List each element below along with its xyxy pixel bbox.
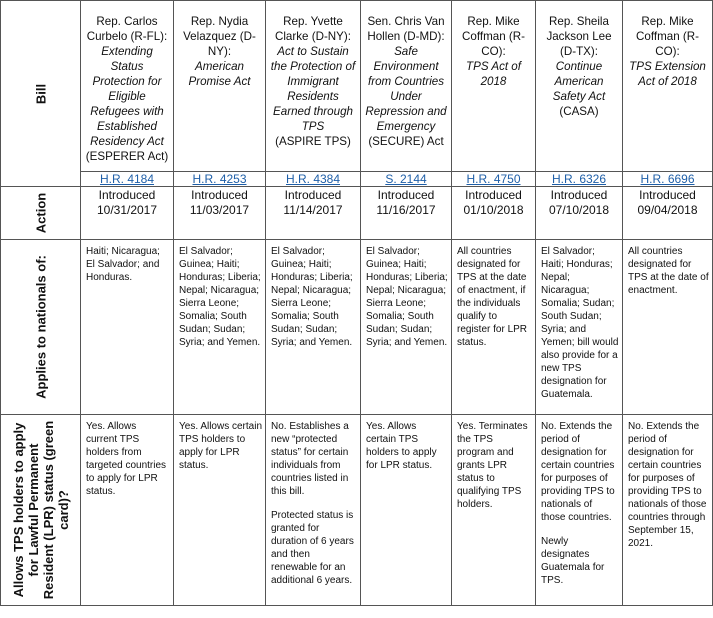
bill-cell-6	[536, 1, 623, 172]
allows-row-header	[1, 415, 81, 606]
action-row	[1, 187, 713, 240]
bill-acronym: (CASA)	[559, 105, 599, 118]
bill-title: TPS Extension Act of 2018	[629, 60, 706, 88]
allows-cell	[623, 415, 713, 606]
action-cell: Introduced 07/10/2018	[536, 187, 623, 240]
action-row-header	[1, 187, 81, 240]
applies-cell: El Salvador; Guinea; Haiti; Honduras; Liberia; Nepal; Nicaragua; Sierra Leone; Somalia; South Sudan; Sudan; Syria; and Yemen.	[266, 240, 361, 415]
allows-cell	[81, 415, 174, 606]
allows-cell	[452, 415, 536, 606]
allows-text: No. Extends the period of designation for certain countries for purposes of providing TPS to nationals of those countries.	[541, 421, 615, 523]
bill-row	[1, 1, 713, 172]
allows-cell	[536, 415, 623, 606]
bill-title: Act to Sustain the Protection of Immigrant Residents Earned through TPS	[270, 45, 356, 133]
bill-link-hr4384[interactable]: H.R. 4384	[285, 172, 341, 186]
bill-link-s2144[interactable]: S. 2144	[385, 172, 427, 186]
action-cell: Introduced 01/10/2018	[452, 187, 536, 240]
allows-text: Protected status is granted for duration of 6 years and then renewable for an additional 6 years.	[271, 510, 354, 586]
allows-text: No. Establishes a new “protected status” for certain individuals from countries listed in this bill.	[271, 421, 349, 497]
allows-cell	[266, 415, 361, 606]
bill-sponsor: Rep. Yvette Clarke (D-NY):	[274, 15, 351, 43]
bill-number-cell	[623, 172, 713, 187]
bill-acronym: (ASPIRE TPS)	[275, 135, 351, 148]
applies-cell: Haiti; Nicaragua; El Salvador; and Honduras.	[81, 240, 174, 415]
bill-cell-2	[174, 1, 266, 172]
bill-link-hr4750[interactable]: H.R. 4750	[466, 172, 521, 186]
bill-cell-4	[361, 1, 452, 172]
bill-link-hr4253[interactable]: H.R. 4253	[192, 172, 247, 186]
action-cell: Introduced 09/04/2018	[623, 187, 713, 240]
applies-row	[1, 240, 713, 415]
bill-number-cell	[452, 172, 536, 187]
bill-cell-3	[266, 1, 361, 172]
allows-text: Yes. Terminates the TPS program and grants LPR status to qualifying TPS holders.	[457, 421, 528, 510]
applies-row-header	[1, 240, 81, 415]
action-cell: Introduced 11/14/2017	[266, 187, 361, 240]
action-cell: Introduced 11/16/2017	[361, 187, 452, 240]
bill-sponsor: Rep. Sheila Jackson Lee (D-TX):	[546, 15, 612, 58]
bill-number-cell	[266, 172, 361, 187]
applies-cell: El Salvador; Guinea; Haiti; Honduras; Liberia; Nepal; Nicaragua; Sierra Leone; Somalia; South Sudan; Sudan; Syria; and Yemen.	[361, 240, 452, 415]
allows-text: Newly designates Guatemala for TPS.	[541, 536, 605, 586]
allows-row	[1, 415, 713, 606]
allows-row-label: Allows TPS holders to apply for Lawful Permanent Resident (LPR) status (green card)?	[10, 420, 71, 600]
action-cell: Introduced 11/03/2017	[174, 187, 266, 240]
bill-sponsor: Rep. Nydia Velazquez (D-NY):	[183, 15, 256, 58]
bill-sponsor: Rep. Mike Coffman (R-CO):	[636, 15, 699, 58]
bill-title: Extending Status Protection for Eligible Refugees with Established Residency Act	[90, 45, 164, 148]
bill-sponsor: Rep. Mike Coffman (R-CO):	[462, 15, 525, 58]
allows-text: Yes. Allows certain TPS holders to apply for LPR status.	[366, 421, 437, 471]
bill-link-hr4184[interactable]: H.R. 4184	[99, 172, 155, 186]
action-row-label: Action	[33, 192, 48, 234]
allows-cell	[361, 415, 452, 606]
bill-number-row	[1, 172, 713, 187]
bill-title: Safe Environment from Countries Under Repression and Emergency	[365, 45, 447, 133]
allows-text: No. Extends the period of designation for certain countries for purposes of providing TPS to nationals of those countries through September 15, 2021.	[628, 421, 707, 549]
action-cell: Introduced 10/31/2017	[81, 187, 174, 240]
applies-cell: All countries designated for TPS at the date of enactment.	[623, 240, 713, 415]
bill-number-cell	[361, 172, 452, 187]
applies-cell: El Salvador; Haiti; Honduras; Nepal; Nicaragua; Somalia; Sudan; South Sudan; Syria; and Yemen; bill would also provide for a new TPS designation for Guatemala.	[536, 240, 623, 415]
allows-cell	[174, 415, 266, 606]
bill-number-cell	[536, 172, 623, 187]
bill-acronym: (SECURE) Act	[368, 135, 444, 148]
bill-cell-5	[452, 1, 536, 172]
applies-row-label: Applies to nationals of:	[33, 255, 48, 399]
bill-title: TPS Act of 2018	[466, 60, 521, 88]
bill-sponsor: Sen. Chris Van Hollen (D-MD):	[367, 15, 445, 43]
allows-text: Yes. Allows certain TPS holders to apply for LPR status.	[179, 421, 263, 471]
bill-cell-7	[623, 1, 713, 172]
bill-link-hr6696[interactable]: H.R. 6696	[640, 172, 695, 186]
bill-acronym: (ESPERER Act)	[85, 150, 169, 163]
bill-row-header	[1, 1, 81, 187]
bill-number-cell	[81, 172, 174, 187]
bill-cell-1	[81, 1, 174, 172]
bill-link-hr6326[interactable]: H.R. 6326	[551, 172, 607, 186]
bill-number-cell	[174, 172, 266, 187]
bill-sponsor: Rep. Carlos Curbelo (R-FL):	[86, 15, 168, 43]
bill-row-label: Bill	[33, 83, 48, 104]
bill-title: American Promise Act	[188, 60, 251, 88]
applies-cell: El Salvador; Guinea; Haiti; Honduras; Liberia; Nepal; Nicaragua; Sierra Leone; Somalia; South Sudan; Sudan; Syria; and Yemen.	[174, 240, 266, 415]
bill-title: Continue American Safety Act	[552, 60, 606, 103]
allows-text: Yes. Allows current TPS holders from targeted countries to apply for LPR status.	[86, 421, 167, 497]
applies-cell: All countries designated for TPS at the date of enactment, if the individuals qualify to register for LPR status.	[452, 240, 536, 415]
